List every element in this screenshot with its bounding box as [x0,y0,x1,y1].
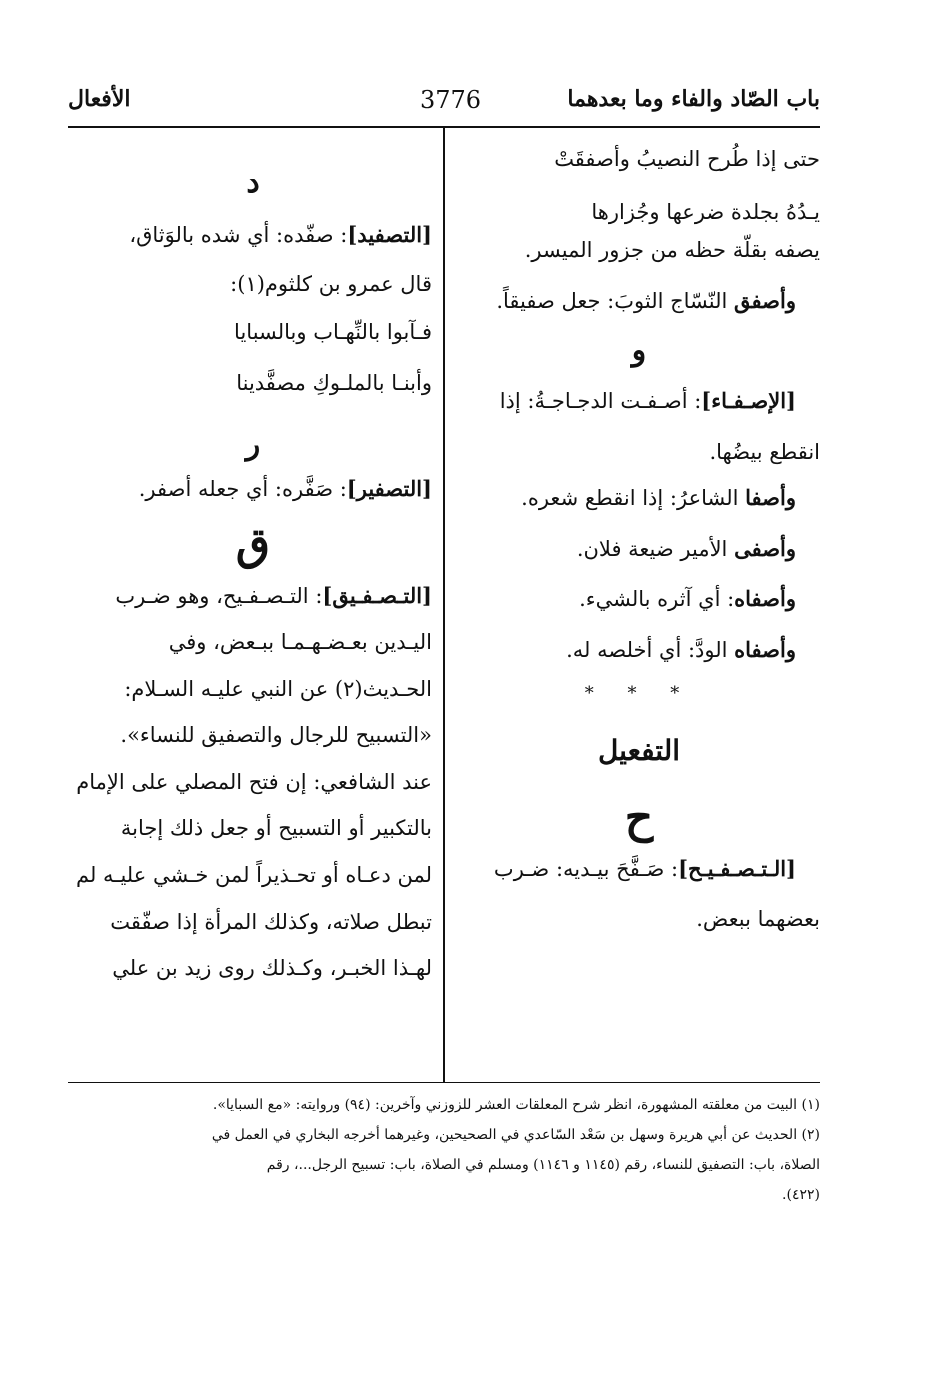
footnote-1: (١) البيت من معلقته المشهورة، انظر شرح المعلقات العشر للزوزني وآخرين: (٩٤) وروايته: «مع السبايا». [212,1097,820,1113]
letter-heading-ha: ح [624,791,654,843]
verse-line: وأبنـا بالملـوكِ مصفَّدينا [236,370,432,395]
entry-headword: [التصفيد] [347,222,432,247]
letter-heading-dal: د [246,165,260,200]
entry-line [458,533,820,566]
column-divider [443,128,445,1082]
text-line: لهـذا الخبـر، وكـذلك روى زيد بن علي [112,956,432,981]
text-line: لمن دعـاه أو تحـذيراً لمن خـشي عليـه لم [75,863,432,888]
section-heading: التفعيل [597,734,681,768]
entry-headword: وأصفاه [734,586,796,612]
entry-text: : أي آثره بالشيء. [579,587,735,612]
footnote-2-cont: (٤٢٢). [782,1187,820,1204]
entry-headword: وأصفاه [734,636,796,662]
footnotes [68,1090,820,1210]
text-line: «التسبيح للرجال والتصفيق للنساء». [120,723,432,748]
entry-headword: [التصفير] [346,476,432,502]
text-line: عند الشافعي: إن فتح المصلي على الإمام [76,769,432,794]
entry-line [74,219,432,252]
running-header-section: الأفعال [68,86,131,112]
entry-line [458,285,820,318]
letter-heading-qaf: ق [235,518,271,570]
verse-line: فـآبوا بالنِّهـاب وبالسبايا [234,320,432,345]
entry-text: الودَّ: أي أخلصه له. [566,637,735,662]
entry-headword: [التـصـفـيق] [322,582,432,608]
text-line: قال عمرو بن كلثوم(١): [230,271,432,296]
running-header-chapter: باب الصّاد والفاء وما بعدهما [567,86,820,112]
entry-text: الشاعرُ: إذا انقطع شعره. [521,486,746,511]
entry-headword: [الـتـصـفـيـح] [678,855,796,881]
text-line: تبطل صلاته، وكذلك المرأة إذا صفّقت [110,909,432,934]
text-line: اليـدين بعـضـهـمـا ببـعض، وفي [168,630,432,655]
text-line: انقطع بيضُها. [709,439,820,464]
text-line: يصفه بقلّة حظه من جزور الميسر. [524,238,820,263]
entry-text: الأمير ضيعة فلان. [576,536,735,561]
text-line: الحـديث(٢) عن النبي عليـه السـلام: [124,676,432,701]
section-separator-stars: * * * [584,683,694,705]
entry-text: : صَـفَّحَ بيـديه: ضـرب [493,856,679,881]
entry-line [458,634,820,667]
entry-text: : أصـفـت الدجـاجـةُ: إذا [499,389,702,414]
left-column [74,135,432,985]
entry-text: : صَفَّره: أي جعله أصفر. [138,477,347,502]
entry-headword: وأصفق [734,287,796,313]
footnote-2: (٢) الحديث عن أبي هريرة وسهل بن سَعْد السّاعدي في الصحيحين، وغيرهما أخرجه البخاري في العمل في [211,1127,820,1144]
letter-heading-ra: ر [245,427,261,463]
right-column [458,135,820,936]
footnote-2-cont: الصلاة، باب: التصفيق للنساء، رقم (١١٤٥ و ١١٤٦) ومسلم في الصلاة، باب: تسبيح الرجل...، رقم [266,1157,820,1174]
entry-line [74,473,432,506]
entry-text: : التـصـفـيح، وهو ضـرب [115,583,323,608]
verse-line: حتى إذا طُرح النصيبُ وأصفقَتْ [554,147,820,171]
entry-headword: وأصفا [745,485,796,511]
letter-heading-waw: و [631,333,647,369]
entry-text: النّسّاج الثوبَ: جعل صفيقاً. [496,288,735,313]
page-number: 3776 [420,86,482,114]
entry-line [74,580,432,613]
entry-headword: [الإصـفـاء] [701,388,796,414]
text-line: بالتكبير أو التسبيح أو جعل ذلك إجابة [120,816,432,841]
footnote-rule [68,1082,820,1083]
entry-line [458,482,820,515]
entry-line [458,583,820,616]
entry-line [458,853,820,886]
entry-headword: وأصفى [734,535,796,561]
verse-line: يـدُهُ بجلدة ضرعها وجُزارها [591,199,820,224]
entry-line [458,385,820,418]
text-line: بعضهما ببعض. [696,907,820,932]
entry-text: : صفّده: أي شده بالوَثاق، [129,223,348,247]
